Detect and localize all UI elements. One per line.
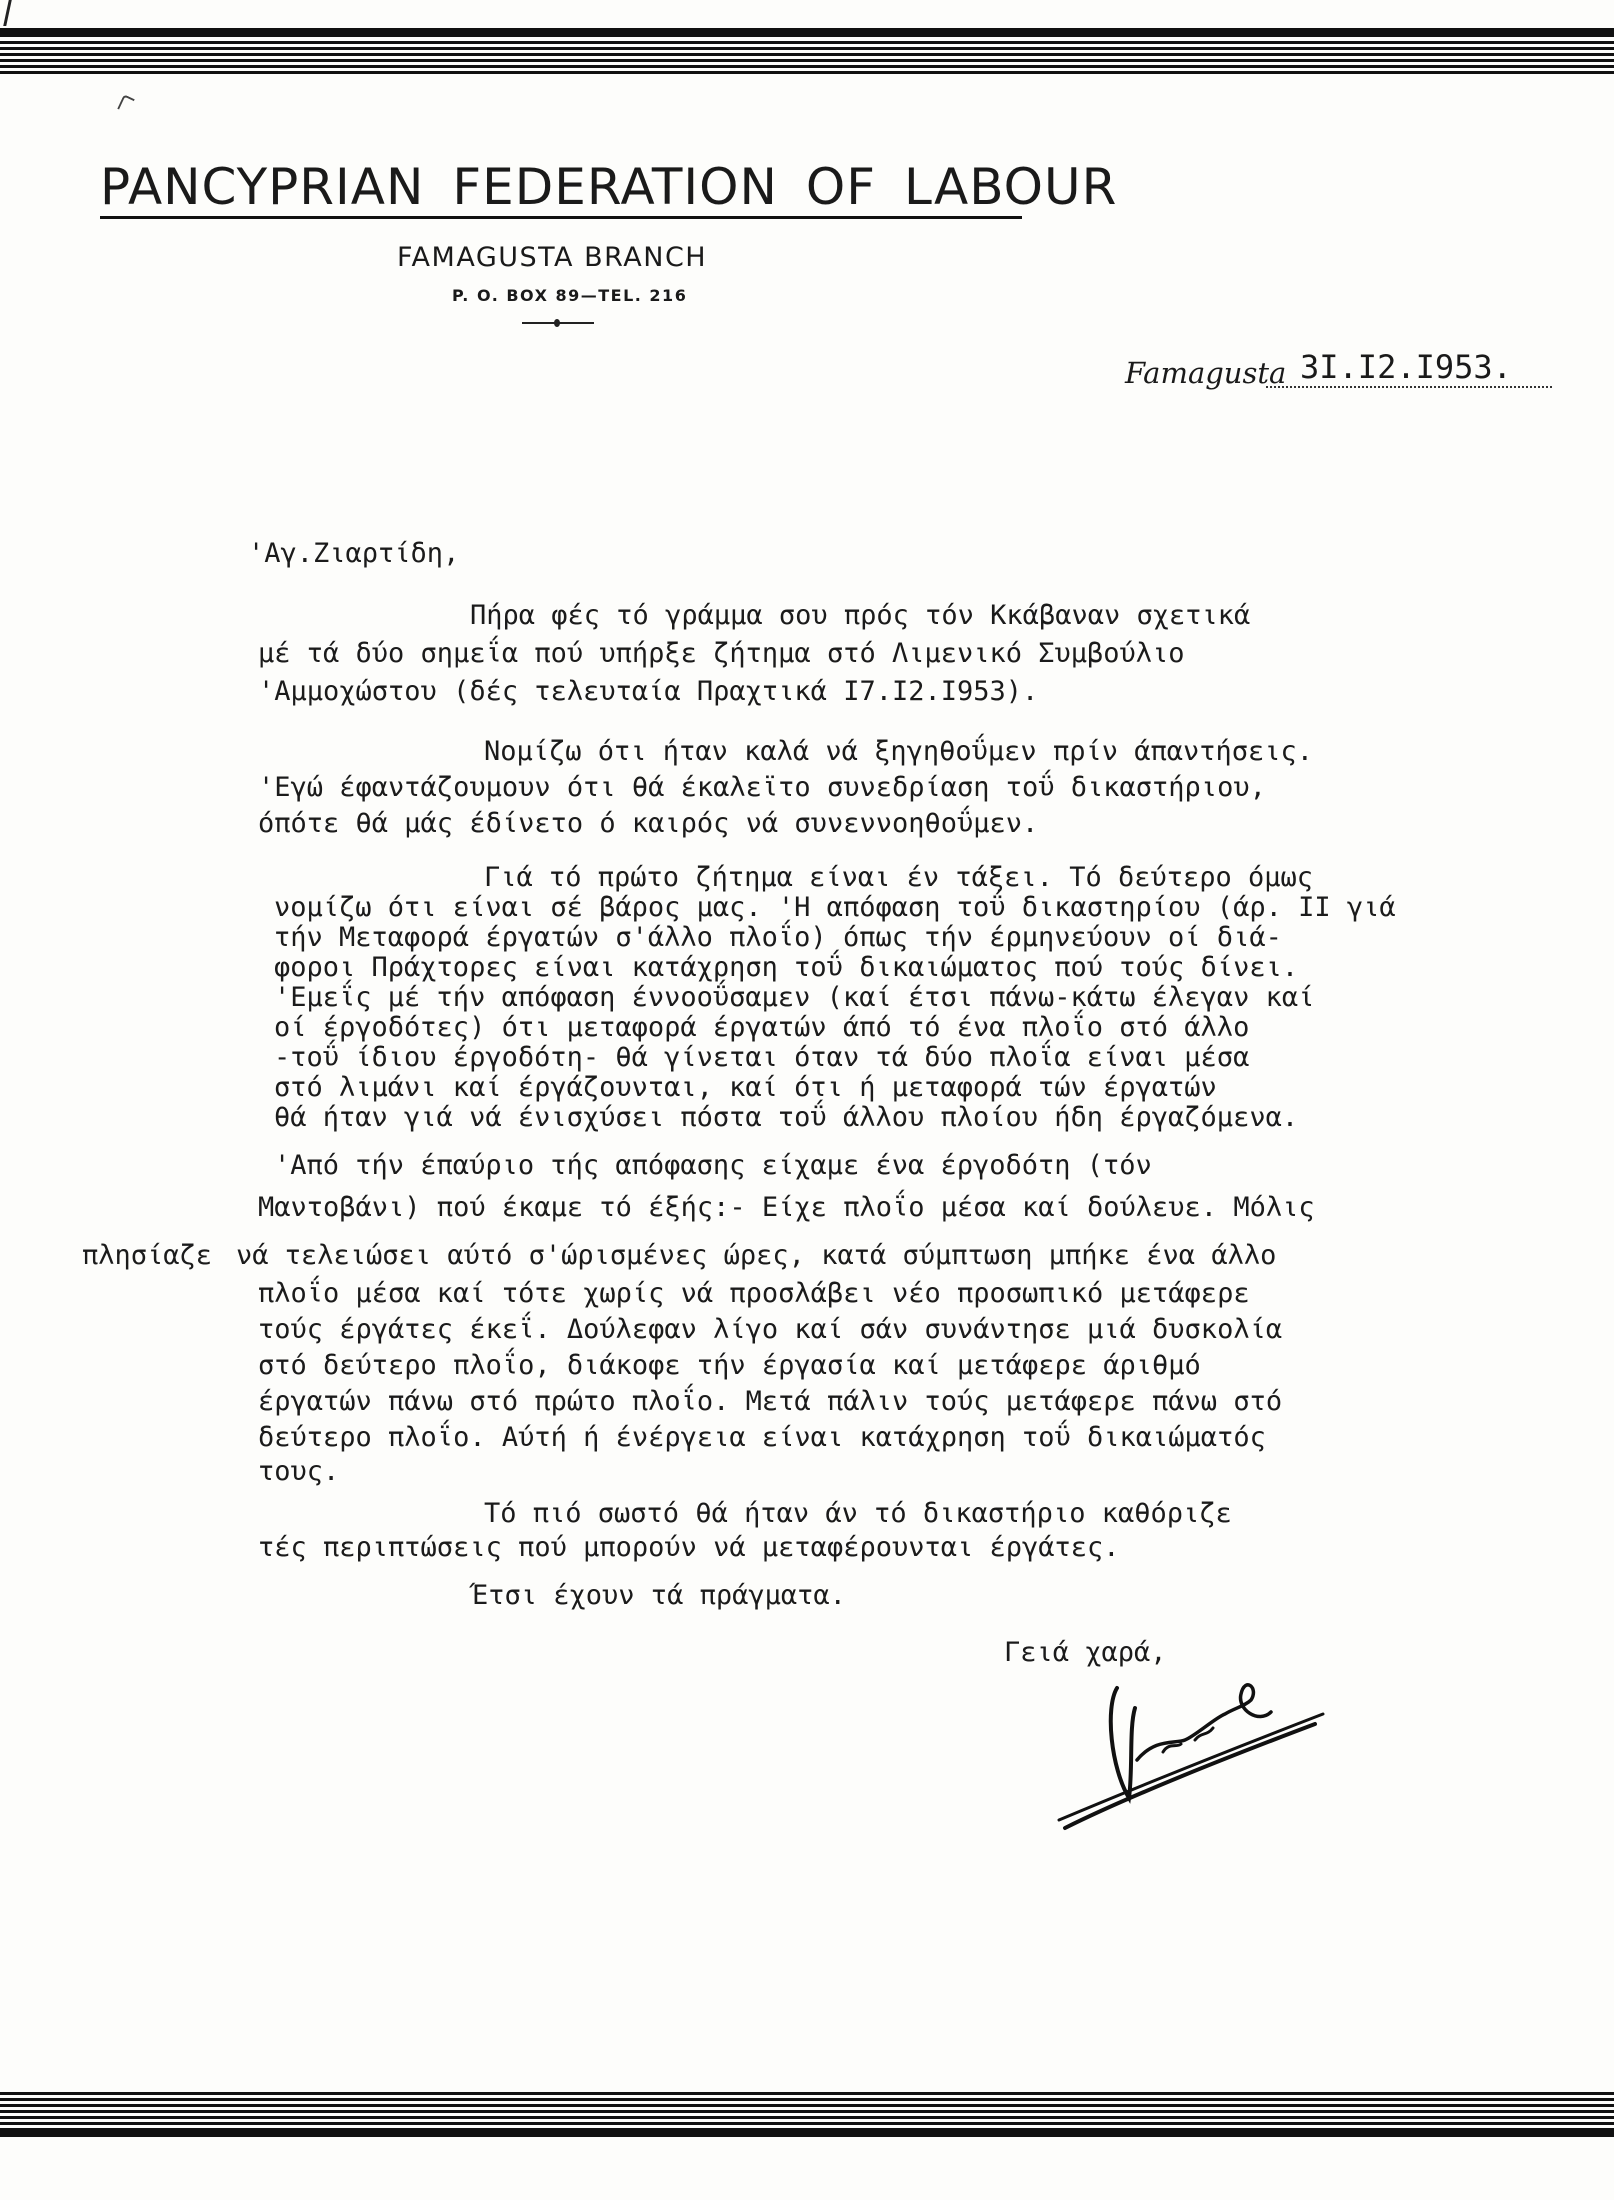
closing: Γειά χαρά, xyxy=(1004,1637,1167,1668)
body-line: νά τελειώσει αύτό σ'ώρισμένες ώρες, κατά σύμπτωση μπήκε ένα άλλο xyxy=(236,1240,1277,1271)
body-line: 'Εγώ έφαντάζουμουν ότι θά έκαλεϊτο συνεδρίαση τοΰ δικαστήριου, xyxy=(258,772,1266,803)
body-line: μέ τά δύο σημεΐα πού υπήρξε ζήτημα στό Λιμενικό Συμβούλιο xyxy=(258,638,1185,669)
body-line: όπότε θά μάς έδίνετο ό καιρός νά συνεννοηθοΰμεν. xyxy=(258,808,1039,839)
body-line: Γιά τό πρώτο ζήτημα είναι έν τάξει. Τό δεύτερο όμως xyxy=(484,862,1314,893)
date-place: Famagusta xyxy=(1125,356,1287,390)
body-line: 'Αμμοχώστου (δές τελευταία Πραχτικά Ι7.Ι2.Ι953). xyxy=(258,676,1039,707)
body-line: 'Εμεΐς μέ τήν απόφαση έννοοΰσαμεν (καί έτσι πάνω-κάτω έλεγαν καί xyxy=(274,982,1315,1013)
letterhead-word: LABOUR xyxy=(904,158,1118,216)
letterhead-title xyxy=(100,158,1117,216)
body-line: 'Από τήν έπαύριο τής απόφασης είχαμε ένα έργοδότη (τόν xyxy=(274,1150,1152,1181)
body-line: φοροι Πράχτορες είναι κατάχρηση τοΰ δικαιώματος πού τούς δίνει. xyxy=(274,952,1299,983)
body-line: στό δεύτερο πλοΐο, διάκοφε τήν έργασία καί μετάφερε άριθμό xyxy=(258,1350,1201,1381)
date-value: 3I.I2.I953. xyxy=(1300,348,1512,386)
date-dotted-line xyxy=(1266,386,1552,388)
margin-note: πλησίαζε xyxy=(82,1240,213,1271)
letterhead-address: P. O. BOX 89—TEL. 216 xyxy=(452,286,688,305)
body-line: Πήρα φές τό γράμμα σου πρός τόν Κκάβαναν σχετικά xyxy=(470,600,1251,631)
salutation: 'Αγ.Ζιαρτίδη, xyxy=(248,538,460,569)
body-line: έργατών πάνω στό πρώτο πλοΐο. Μετά πάλιν τούς μετάφερε πάνω στό xyxy=(258,1386,1283,1417)
body-line: θά ήταν γιά νά ένισχύσει πόστα τοΰ άλλου πλοίου ήδη έργαζόμενα. xyxy=(274,1102,1299,1133)
top-ruled-band xyxy=(0,28,1614,74)
body-line: Νομίζω ότι ήταν καλά νά ξηγηθοΰμεν πρίν άπαντήσεις. xyxy=(484,736,1314,767)
handwritten-signature xyxy=(1045,1648,1335,1833)
letterhead-ornament xyxy=(522,322,594,324)
body-line: τές περιπτώσεις πού μπορούν νά μεταφέρουνται έργάτες. xyxy=(258,1532,1120,1563)
letterhead-word: PANCYPRIAN xyxy=(100,158,425,216)
body-line: πλοΐο μέσα καί τότε χωρίς νά προσλάβει νέο προσωπικό μετάφερε xyxy=(258,1278,1250,1309)
letterhead-word: FEDERATION xyxy=(452,158,778,216)
body-line: στό λιμάνι καί έργάζουνται, καί ότι ή μεταφορά τών έργατών xyxy=(274,1072,1217,1103)
letterhead-branch: FAMAGUSTA BRANCH xyxy=(397,242,708,273)
body-line: Τό πιό σωστό θά ήταν άν τό δικαστήριο καθόριζε xyxy=(484,1498,1232,1529)
body-line: δεύτερο πλοΐο. Αύτή ή ένέργεια είναι κατάχρηση τοΰ δικαιώματός xyxy=(258,1422,1266,1453)
body-line: οί έργοδότες) ότι μεταφορά έργατών άπό τό ένα πλοΐο στό άλλο xyxy=(274,1012,1250,1043)
body-line: Μαντοβάνι) πού έκαμε τό έξής:- Είχε πλοΐο μέσα καί δούλευε. Μόλις xyxy=(258,1192,1315,1223)
letterhead-word: OF xyxy=(805,158,877,216)
letterhead-underline xyxy=(100,216,1022,219)
body-line: τους. xyxy=(258,1456,340,1487)
bottom-ruled-band xyxy=(0,2092,1614,2137)
ink-speck xyxy=(117,94,135,114)
body-line: νομίζω ότι είναι σέ βάρος μας. 'Η απόφαση τοΰ δικαστηρίου (άρ. ΙΙ γιά xyxy=(274,892,1396,923)
body-line: Έτσι έχουν τά πράγματα. xyxy=(472,1580,846,1611)
body-line: -τοΰ ίδιου έργοδότη- θά γίνεται όταν τά δύο πλοΐα είναι μέσα xyxy=(274,1042,1250,1073)
body-line: τήν Μεταφορά έργατών σ'άλλο πλοΐο) όπως τήν έρμηνεύουν οί διά- xyxy=(274,922,1282,953)
body-line: τούς έργάτες έκεΐ. Δούλεφαν λίγο καί σάν συνάντησε μιά δυσκολία xyxy=(258,1314,1283,1345)
corner-mark xyxy=(3,0,12,26)
